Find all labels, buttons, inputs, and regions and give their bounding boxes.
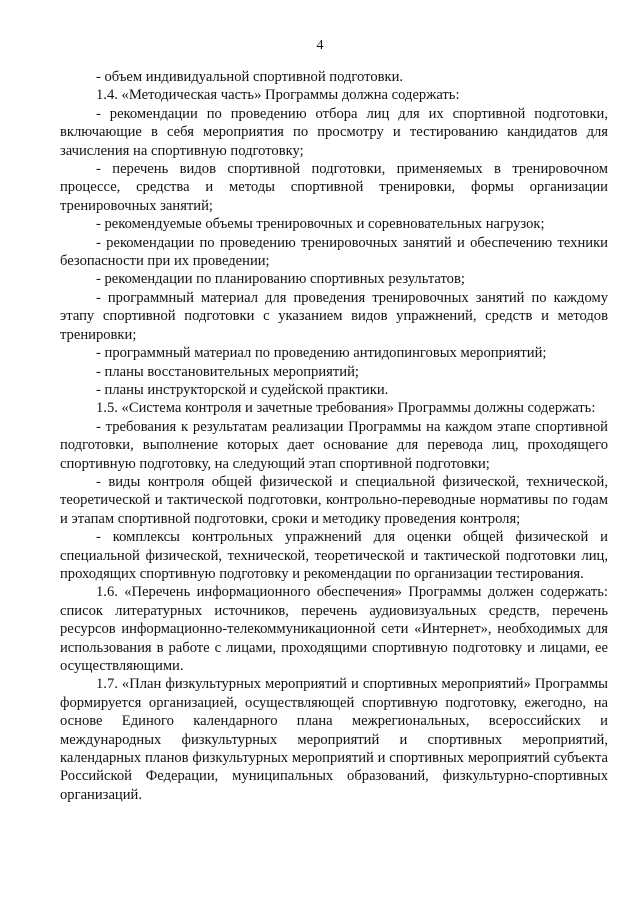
paragraph-preparation-types: - перечень видов спортивной подготовки, применяемых в тренировочном процессе, средства и методы спортивной тренировки, формы организации тренировочных занятий; [60,161,608,214]
paragraph-antidoping-material: - программный материал по проведению антидопинговых мероприятий; [96,345,547,362]
paragraph-1-7-events-plan: 1.7. «План физкультурных мероприятий и спортивных мероприятий» Программы формируется организацией, осуществляющей спортивную подготовку, ежегодно, на основе Единого календарного плана межрегиональных, всероссийских и международных физкультурных мероприятий и спортивных мероприятий, календарных планов физкультурных мероприятий и спортивных мероприятий субъекта Российской Федерации, муниципальных образований, физкультурно-спортивных организаций. [60,676,608,803]
paragraph-1-5-heading: 1.5. «Система контроля и зачетные требования» Программы должны содержать: [96,400,596,417]
document-body [60,68,608,804]
paragraph-recovery-plans: - планы восстановительных мероприятий; [96,363,359,380]
paragraph-load-volumes: - рекомендуемые объемы тренировочных и соревновательных нагрузок; [96,216,545,233]
paragraph-training-material: - программный материал для проведения тренировочных занятий по каждому этапу спортивной подготовки с указанием видов упражнений, средств и методов тренировки; [60,289,608,343]
paragraph-control-types: - виды контроля общей физической и специальной физической, технической, теоретической и тактической подготовки, контрольно-переводные нормативы по годам и этапам спортивной подготовки, сроки и методику проведения контроля; [60,473,608,527]
paragraph-result-requirements: - требования к результатам реализации Программы на каждом этапе спортивной подготовки, выполнение которых дает основание для перевода лиц, проходящего спортивную подготовку, на следующий этап спортивной подготовки; [60,418,608,472]
paragraph-control-exercises: - комплексы контрольных упражнений для оценки общей физической и специальной физической, технической, теоретической и тактической подготовки лиц, проходящих спортивную подготовку и рекомендации по организации тестирования. [60,529,608,582]
paragraph-practice-plans: - планы инструкторской и судейской практики. [96,381,389,398]
paragraph-safety-recommendations: - рекомендации по проведению тренировочных занятий и обеспечению техники безопасности при их проведении; [60,234,608,270]
paragraph-individual-preparation: - объем индивидуальной спортивной подготовки. [96,69,404,85]
paragraph-1-4-heading: 1.4. «Методическая часть» Программы должна содержать: [96,87,460,104]
page-number: 4 [316,38,324,53]
paragraph-results-planning: - рекомендации по планированию спортивных результатов; [96,271,465,288]
paragraph-selection-recommendations: - рекомендации по проведению отбора лиц для их спортивной подготовки, включающие в себя мероприятия по просмотру и тестированию кандидатов для зачисления на спортивную подготовку; [60,105,608,159]
paragraph-1-6-information-support: 1.6. «Перечень информационного обеспечения» Программы должен содержать: список литературных источников, перечень аудиовизуальных средств, перечень ресурсов информационно-телекоммуникационной сети «Интернет», необходимых для использования в работе с лицами, проходящими спортивную подготовку и лицами, ее осуществляющими. [60,584,608,674]
